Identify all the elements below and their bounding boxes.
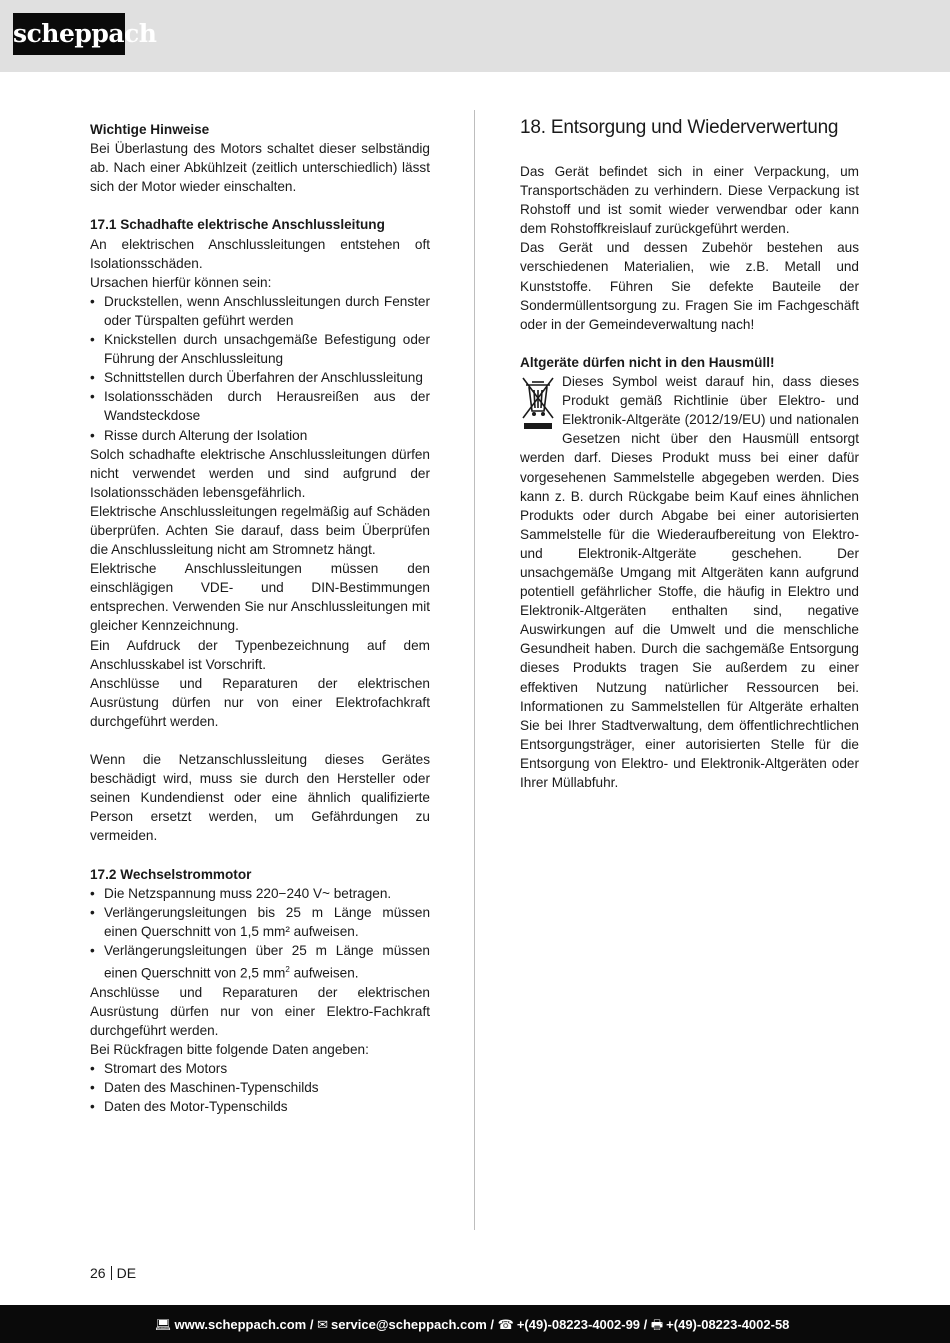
- computer-icon: 💻︎: [155, 1317, 172, 1332]
- page-header: [0, 0, 950, 72]
- list-item: • Druckstellen, wenn Anschlussleitungen durch Fenster oder Türspalten geführt werden: [90, 292, 430, 330]
- scheppach-logo: scheppach: [13, 13, 125, 55]
- paragraph: Das Gerät und dessen Zubehör bestehen aus verschiedenen Materialien, wie z.B. Metall und Kunststoffe. Führen Sie defekte Bauteile der Sondermüllentsorgung zu. Fragen Sie im Fachgeschäft oder in der Gemeindeverwaltung nach!: [520, 240, 859, 332]
- mail-icon: ✉︎: [317, 1317, 328, 1332]
- left-column: [90, 120, 430, 1116]
- paragraph: Ein Aufdruck der Typenbezeichnung auf dem Anschlusskabel ist Vorschrift.: [90, 637, 430, 672]
- list-item: • Schnittstellen durch Überfahren der Anschlussleitung: [90, 368, 430, 387]
- list-item: • Die Netzspannung muss 220−240 V~ betragen.: [90, 884, 430, 903]
- section-17-2-heading: 17.2 Wechselstrommotor: [90, 866, 252, 882]
- page-number: 26 DE: [90, 1265, 137, 1281]
- paragraph: Elektrische Anschlussleitungen müssen den einschlägigen VDE- und DIN-Bestimmungen entsprechen. Verwenden Sie nur Anschlussleitungen mit gleicher Kennzeichnung.: [90, 561, 430, 634]
- motor-requirements-list: [90, 884, 430, 983]
- data-list: [90, 1059, 430, 1116]
- page-footer: [0, 1305, 950, 1343]
- footer-web[interactable]: www.scheppach.com: [174, 1317, 307, 1332]
- list-item: • Risse durch Alterung der Isolation: [90, 426, 430, 445]
- weee-crossed-bin-icon: [520, 374, 556, 430]
- paragraph: Elektrische Anschlussleitungen regelmäßig auf Schäden überprüfen. Achten Sie darauf, dass beim Überprüfen die Anschlussleitung nicht am Stromnetz hängt.: [90, 503, 430, 558]
- fax-icon: 🖶︎: [650, 1317, 664, 1332]
- wichtige-hinweise-heading: Wichtige Hinweise: [90, 122, 210, 137]
- causes-list: [90, 292, 430, 445]
- paragraph: Bei Rückfragen bitte folgende Daten angeben:: [90, 1042, 369, 1058]
- list-item: • Verlängerungsleitungen über 25 m Länge müssen einen Querschnitt von 2,5 $mm^2$ aufweisen.: [90, 941, 430, 983]
- paragraph: Anschlüsse und Reparaturen der elektrischen Ausrüstung dürfen nur von einer Elektro-Fachkraft durchgeführt werden.: [90, 984, 430, 1038]
- column-divider: [474, 110, 475, 1230]
- paragraph: Anschlüsse und Reparaturen der elektrischen Ausrüstung dürfen nur von einer Elektrofachkraft durchgeführt werden.: [90, 675, 430, 729]
- section-17-1-heading: 17.1 Schadhafte elektrische Anschlussleitung: [90, 217, 385, 233]
- altgeraete-heading: Altgeräte dürfen nicht in den Hausmüll!: [520, 354, 775, 370]
- paragraph: Wenn die Netzanschlussleitung dieses Gerätes beschädigt wird, muss sie durch den Hersteller oder seinen Kundendienst oder eine ähnlich qualifizierte Person ersetzt werden, um Gefährdungen zu vermeiden.: [90, 752, 430, 844]
- footer-email[interactable]: service@scheppach.com: [331, 1317, 487, 1332]
- list-item: • Daten des Motor-Typenschilds: [90, 1097, 430, 1116]
- wichtige-hinweise-text: Bei Überlastung des Motors schaltet dieser selbständig ab. Nach einer Abkühlzeit (zeitlich unterschiedlich) lässt sich der Motor wieder einschalten.: [90, 141, 430, 195]
- footer-phone: +(49)-08223-4002-99: [516, 1317, 641, 1332]
- footer-fax: +(49)-08223-4002-58: [666, 1317, 790, 1332]
- phone-icon: ☎︎: [497, 1317, 514, 1332]
- list-item: • Daten des Maschinen-Typenschilds: [90, 1078, 430, 1097]
- list-item: • Isolationsschäden durch Herausreißen aus der Wandsteckdose: [90, 387, 430, 425]
- list-item: • Stromart des Motors: [90, 1059, 430, 1078]
- paragraph: Das Gerät befindet sich in einer Verpackung, um Transportschäden zu verhindern. Diese Verpackung ist Rohstoff und ist somit wieder verwendbar oder kann dem Rohstoffkreislauf zurückgeführt werden.: [520, 164, 859, 237]
- footer-contact: 💻︎ www.scheppach.com / ✉︎ service@scheppach.com / ☎︎ +(49)-08223-4002-99 / 🖶︎ +(49)-08223-4002-58: [155, 1316, 789, 1338]
- right-column: [520, 116, 859, 792]
- section-18-heading: 18. Entsorgung und Wiederverwertung: [520, 117, 839, 138]
- altgeraete-text: Dieses Symbol weist darauf hin, dass dieses Produkt gemäß Richtlinie über Elektro- und Elektronik-Altgeräte (2012/19/EU) und nationalen Gesetzen nicht über den Hausmüll entsorgt werden darf. Dieses Produkt muss bei einer dafür vorgesehenen Sammelstelle abgegeben werden. Dies kann z. B. durch Rückgabe beim Kauf eines ähnlichen Produkts oder durch Abgabe bei einer autorisierten Sammelstelle für die Wiederaufbereitung von Elektro- und Elektronik-Altgeräte geschehen. Der unsachgemäße Umgang mit Altgeräten kann aufgrund potentiell gefährlicher Stoffe, die häufig in Elektro und Elektronik-Altgeräten enthalten sind, negative Auswirkungen auf die Umwelt und die menschliche Gesundheit haben. Durch die sachgemäße Entsorgung dieses Produkts tragen Sie außerdem zu einer effektiven Nutzung natürlicher Ressourcen bei. Informationen zu Sammelstellen für Altgeräte erhalten Sie bei Ihrer Stadtverwaltung, dem öffentlichrechtlichen Entsorgungsträger, einer autorisierten Stelle für die Entsorgung von Elektro- und Elektronik-Altgeräten oder Ihrer Müllabfuhr.: [520, 374, 859, 790]
- paragraph: Solch schadhafte elektrische Anschlussleitungen dürfen nicht verwendet werden und sind aufgrund der Isolationsschäden lebensgefährlich.: [90, 446, 430, 500]
- section-17-1-causes-label: Ursachen hierfür können sein:: [90, 274, 272, 290]
- list-item: • Knickstellen durch unsachgemäße Befestigung oder Führung der Anschlussleitung: [90, 330, 430, 368]
- list-item: • Verlängerungsleitungen bis 25 m Länge müssen einen Querschnitt von 1,5 mm² aufweisen.: [90, 903, 430, 941]
- section-17-1-intro: An elektrischen Anschlussleitungen entstehen oft Isolationsschäden.: [90, 236, 430, 271]
